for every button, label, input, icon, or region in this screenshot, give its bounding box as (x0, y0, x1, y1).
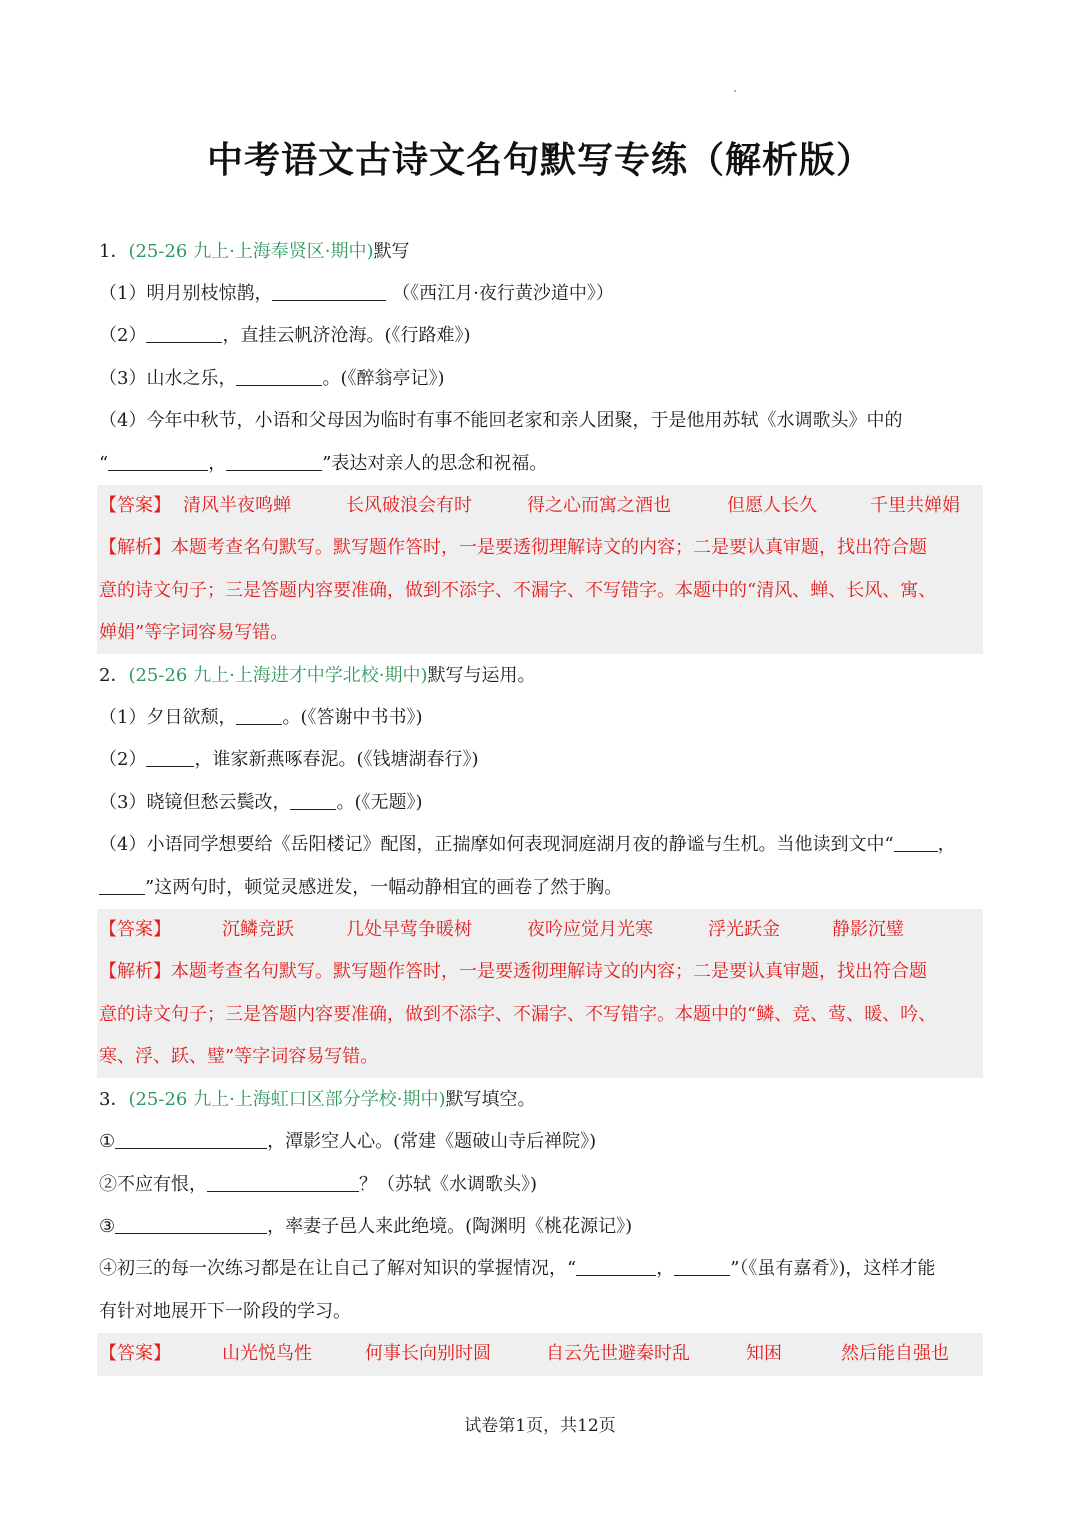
q2-item-4: （4）小语同学想要给《岳阳楼记》配图，正揣摩如何表现洞庭湖月夜的静谧与生机。当他读到文中“ ， (99, 830, 983, 860)
q1-analysis-3: 婵娟”等字词容易写错。 (99, 622, 289, 643)
q3-task: 默写填空。 (445, 1089, 536, 1110)
q3-item-2: ②不应有恨， ？（苏轼《水调歌头》) (99, 1170, 983, 1200)
scan-dot (734, 90, 736, 92)
q2-item-1: （1）夕日欲颓， 。(《答谢中书书》) (99, 703, 983, 733)
q1-item-2: （2） ，直挂云帆济沧海。(《行路难》) (99, 321, 983, 351)
answer-blank[interactable] (115, 1128, 267, 1149)
q1-analysis-1: 【解析】本题考查名句默写。默写题作答时，一是要透彻理解诗文的内容；二是要认真审题，找出符合题 (99, 537, 927, 558)
q2-item-4-cont: ”这两句时，顿觉灵感迸发，一幅动静相宜的画卷了然于胸。 (99, 873, 983, 903)
answer-blank[interactable] (894, 831, 938, 852)
answer-text: 然后能自强也 (841, 1343, 949, 1364)
answer-blank[interactable] (226, 450, 322, 471)
answer-text: 夜吟应觉月光寒 (527, 919, 653, 940)
answer-blank[interactable] (576, 1255, 656, 1276)
q1-analysis-2: 意的诗文句子；三是答题内容要准确，做到不添字、不漏字、不写错字。本题中的“清风、蝉、长风、寓、 (99, 580, 937, 601)
answer-text: 静影沉璧 (832, 919, 904, 940)
q3-item-1: ① ，潭影空人心。(常建《题破山寺后禅院》) (99, 1127, 983, 1157)
answer-blank[interactable] (146, 322, 222, 343)
answer-text: 几处早莺争暖树 (346, 919, 472, 940)
q3-item-3: ③ ，率妻子邑人来此绝境。(陶渊明《桃花源记》) (99, 1212, 983, 1242)
q3-header (99, 1085, 983, 1115)
answer-text: 但愿人长久 (727, 495, 817, 516)
q3-source: (25-26 九上·上海虹口区部分学校·期中) (128, 1089, 446, 1110)
q2-header (99, 661, 983, 691)
answer-blank[interactable] (108, 450, 208, 471)
q1-source: (25-26 九上·上海奉贤区·期中) (128, 241, 374, 262)
q2-item-2: （2） ，谁家新燕啄春泥。(《钱塘湖春行》) (99, 745, 983, 775)
q2-analysis-1: 【解析】本题考查名句默写。默写题作答时，一是要透彻理解诗文的内容；二是要认真审题，找出符合题 (99, 961, 927, 982)
answer-text: 千里共婵娟 (870, 495, 960, 516)
q1-item-4: （4）今年中秋节，小语和父母因为临时有事不能回老家和亲人团聚，于是他用苏轼《水调歌头》中的 (99, 410, 903, 431)
answer-text: 自云先世避秦时乱 (546, 1343, 690, 1364)
answer-text: 得之心而寓之酒也 (527, 495, 671, 516)
q3-number: 3． (99, 1089, 129, 1110)
q2-answer-row: 【答案】 沉鳞竞跃 几处早莺争暖树 夜吟应觉月光寒 浮光跃金 静影沉璧 (99, 915, 983, 945)
answer-text: 清风半夜鸣蝉 (183, 495, 291, 516)
q1-task: 默写 (373, 241, 410, 262)
answer-blank[interactable] (290, 789, 336, 810)
answer-blank[interactable] (236, 704, 282, 725)
q2-source: (25-26 九上·上海进才中学北校·期中) (128, 665, 428, 686)
answer-blank[interactable] (272, 280, 386, 301)
q1-answer-row: 【答案】 清风半夜鸣蝉 长风破浪会有时 得之心而寓之酒也 但愿人长久 千里共婵娟 (99, 491, 983, 521)
q1-item-3: （3）山水之乐， 。(《醉翁亭记》) (99, 364, 983, 394)
answer-blank[interactable] (115, 1213, 267, 1234)
answer-blank[interactable] (236, 365, 322, 386)
q3-item-4-cont: 有针对地展开下一阶段的学习。 (99, 1301, 351, 1322)
answer-text: 浮光跃金 (708, 919, 780, 940)
answer-blank[interactable] (99, 874, 145, 895)
answer-text: 山光悦鸟性 (222, 1343, 312, 1364)
answer-text: 沉鳞竞跃 (222, 919, 294, 940)
q1-item-1: （1）明月别枝惊鹊， （《西江月·夜行黄沙道中》） (99, 279, 983, 309)
answer-blank[interactable] (674, 1255, 730, 1276)
q2-item-3: （3）晓镜但愁云鬓改， 。(《无题》) (99, 788, 983, 818)
q3-item-4: ④初三的每一次练习都是在让自己了解对知识的掌握情况，“ ， ”（《虽有嘉肴》)，这样才能 (99, 1254, 983, 1284)
q3-answer-row: 【答案】 山光悦鸟性 何事长向别时圆 自云先世避秦时乱 知困 然后能自强也 (99, 1339, 983, 1369)
answer-blank[interactable] (207, 1171, 359, 1192)
answer-text: 何事长向别时圆 (365, 1343, 491, 1364)
page-footer: 试卷第1页，共12页 (464, 1416, 616, 1436)
q2-analysis-3: 寒、浮、跃、璧”等字词容易写错。 (99, 1046, 379, 1067)
page-title: 中考语文古诗文名句默写专练（解析版） (206, 140, 873, 181)
q1-header (99, 237, 983, 267)
q1-item-4-cont: “ ， ”表达对亲人的思念和祝福。 (99, 449, 983, 479)
q2-analysis-2: 意的诗文句子；三是答题内容要准确，做到不添字、不漏字、不写错字。本题中的“鳞、竞、莺、暖、吟、 (99, 1004, 937, 1025)
q2-task: 默写与运用。 (427, 665, 536, 686)
q1-number: 1． (99, 241, 129, 262)
answer-text: 知困 (746, 1343, 782, 1364)
answer-blank[interactable] (146, 746, 194, 767)
q2-number: 2． (99, 665, 129, 686)
answer-text: 长风破浪会有时 (346, 495, 472, 516)
